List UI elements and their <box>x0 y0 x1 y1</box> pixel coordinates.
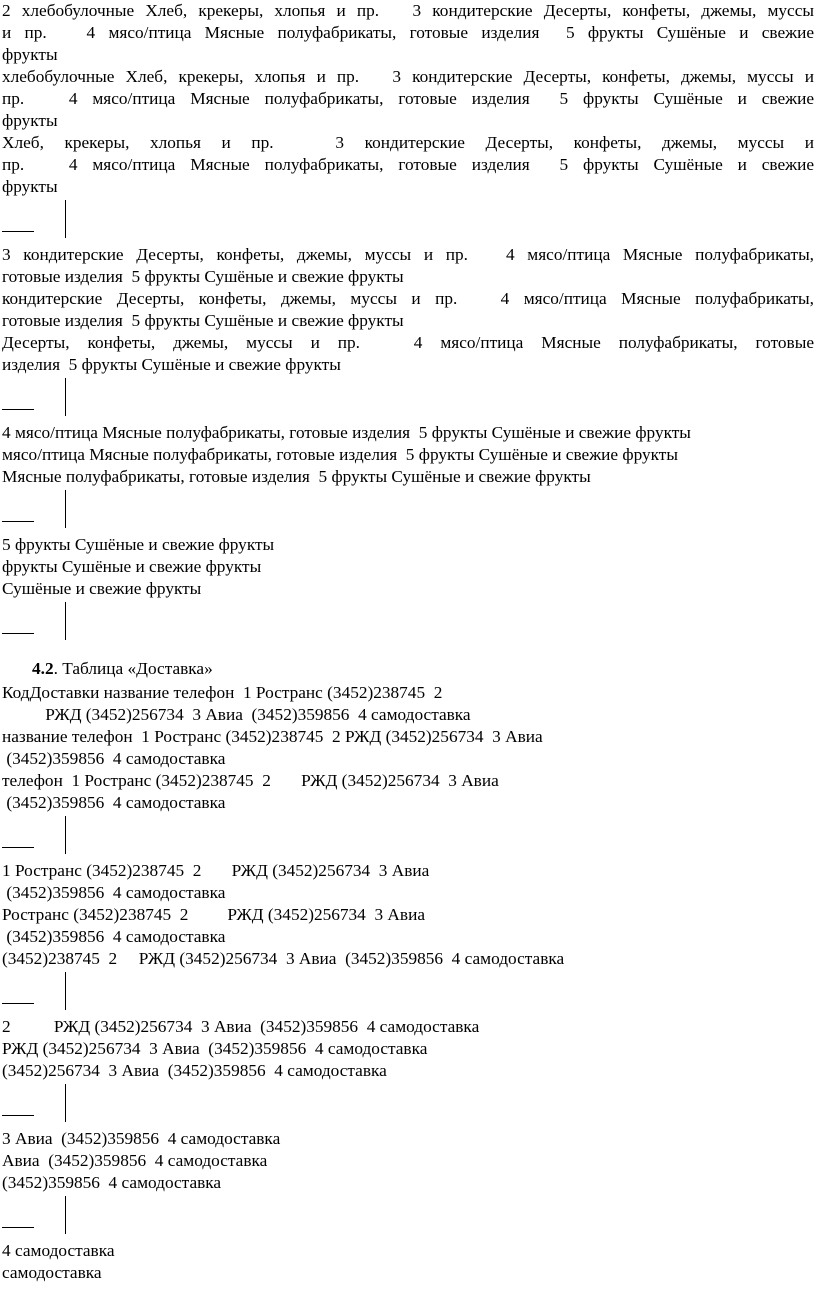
text-line: название телефон 1 Ространс (3452)238745 2 РЖД (3452)256734 3 Авиа <box>2 727 543 746</box>
document-page <box>2 0 814 1306</box>
text-block <box>2 1128 814 1150</box>
text-line: хлебобулочные Хлеб, крекеры, хлопья и пр. 3 кондитерские Десерты, конфеты, джемы, муссы и <box>2 67 814 86</box>
text-block <box>2 0 814 66</box>
text-line: 3 кондитерские Десерты, конфеты, джемы, муссы и пр. 4 мясо/птица Мясные полуфабрикаты, <box>2 245 814 264</box>
text-line: 4 самодоставка <box>2 1241 124 1260</box>
text-line: Авиа (3452)359856 4 самодоставка <box>2 1151 276 1170</box>
field-divider-mark <box>2 814 814 860</box>
text-block <box>2 1262 814 1284</box>
heading-number: 4.2 <box>32 659 54 678</box>
text-line <box>2 1284 814 1306</box>
text-block <box>2 422 814 444</box>
text-line: РЖД (3452)256734 3 Авиа (3452)359856 4 самодоставка <box>2 1039 437 1058</box>
text-line: фрукты Сушёные и свежие фрукты <box>2 557 270 576</box>
text-block <box>2 66 814 132</box>
text-block <box>2 682 814 726</box>
text-line: (3452)359856 4 самодоставка <box>2 883 235 902</box>
text-line: пр. 4 мясо/птица Мясные полуфабрикаты, готовые изделия 5 фрукты Сушёные и свежие <box>2 89 814 108</box>
text-line: мясо/птица Мясные полуфабрикаты, готовые изделия 5 фрукты Сушёные и свежие фрукты <box>2 445 687 464</box>
text-block <box>2 244 814 288</box>
text-block <box>2 948 814 970</box>
text-line: КодДоставки название телефон 1 Ространс (3452)238745 2 <box>2 683 443 702</box>
text-line: и пр. 4 мясо/птица Мясные полуфабрикаты, готовые изделия 5 фрукты Сушёные и свежие <box>2 23 814 42</box>
field-divider-mark <box>2 1082 814 1128</box>
text-block <box>2 132 814 198</box>
text-block <box>2 466 814 488</box>
text-block <box>2 1284 814 1306</box>
text-block <box>2 1038 814 1060</box>
text-block <box>2 860 814 904</box>
text-line: (3452)359856 4 самодоставка <box>2 1173 230 1192</box>
text-line: фрукты <box>2 177 67 196</box>
text-block <box>2 904 814 948</box>
text-block <box>2 288 814 332</box>
field-divider-mark <box>2 376 814 422</box>
section-heading <box>2 658 814 680</box>
text-block <box>2 534 814 556</box>
text-line: Мясные полуфабрикаты, готовые изделия 5 фрукты Сушёные и свежие фрукты <box>2 467 600 486</box>
text-line: фрукты <box>2 111 67 130</box>
text-block <box>2 1060 814 1082</box>
field-divider-mark <box>2 1194 814 1240</box>
text-block <box>2 770 814 814</box>
text-line: (3452)359856 4 самодоставка <box>2 927 235 946</box>
text-block <box>2 726 814 770</box>
text-line: 4 мясо/птица Мясные полуфабрикаты, готовые изделия 5 фрукты Сушёные и свежие фрукты <box>2 423 700 442</box>
text-line: самодоставка <box>2 1263 111 1282</box>
text-block <box>2 1150 814 1172</box>
text-block <box>2 1172 814 1194</box>
text-line: (3452)256734 3 Авиа (3452)359856 4 самодоставка <box>2 1061 396 1080</box>
field-divider-mark <box>2 970 814 1016</box>
text-line: кондитерские Десерты, конфеты, джемы, муссы и пр. 4 мясо/птица Мясные полуфабрикаты, <box>2 289 814 308</box>
text-line: 2 хлебобулочные Хлеб, крекеры, хлопья и пр. 3 кондитерские Десерты, конфеты, джемы, муссы <box>2 1 814 20</box>
field-divider-mark <box>2 198 814 244</box>
text-line: 5 фрукты Сушёные и свежие фрукты <box>2 535 283 554</box>
heading-title: . Таблица «Доставка» <box>53 659 213 678</box>
text-line: изделия 5 фрукты Сушёные и свежие фрукты <box>2 355 350 374</box>
text-block <box>2 578 814 600</box>
text-line: Хлеб, крекеры, хлопья и пр. 3 кондитерские Десерты, конфеты, джемы, муссы и <box>2 133 814 152</box>
text-line: (3452)359856 4 самодоставка <box>2 793 235 812</box>
text-line: Десерты, конфеты, джемы, муссы и пр. 4 мясо/птица Мясные полуфабрикаты, готовые <box>2 333 814 352</box>
text-line: телефон 1 Ространс (3452)238745 2 РЖД (3452)256734 3 Авиа <box>2 771 499 790</box>
text-line: 1 Ространс (3452)238745 2 РЖД (3452)256734 3 Авиа <box>2 861 430 880</box>
field-divider-mark <box>2 600 814 646</box>
text-block <box>2 332 814 376</box>
text-line: (3452)238745 2 РЖД (3452)256734 3 Авиа (3452)359856 4 самодоставка <box>2 949 573 968</box>
text-line: пр. 4 мясо/птица Мясные полуфабрикаты, готовые изделия 5 фрукты Сушёные и свежие <box>2 155 814 174</box>
text-line: фрукты <box>2 45 67 64</box>
text-line: РЖД (3452)256734 3 Авиа (3452)359856 4 самодоставка <box>2 705 480 724</box>
text-line: готовые изделия 5 фрукты Сушёные и свежие фрукты <box>2 311 413 330</box>
section-delivery <box>2 682 814 1306</box>
text-block <box>2 1016 814 1038</box>
section-products <box>2 0 814 646</box>
text-block <box>2 1240 814 1262</box>
text-block <box>2 444 814 466</box>
text-line: (3452)359856 4 самодоставка <box>2 749 235 768</box>
text-line: 3 Авиа (3452)359856 4 самодоставка <box>2 1129 289 1148</box>
text-line: Ространс (3452)238745 2 РЖД (3452)256734 3 Авиа <box>2 905 425 924</box>
text-line: Сушёные и свежие фрукты <box>2 579 210 598</box>
text-line: готовые изделия 5 фрукты Сушёные и свежие фрукты <box>2 267 413 286</box>
text-line: 2 РЖД (3452)256734 3 Авиа (3452)359856 4 самодоставка <box>2 1017 488 1036</box>
field-divider-mark <box>2 488 814 534</box>
text-block <box>2 556 814 578</box>
